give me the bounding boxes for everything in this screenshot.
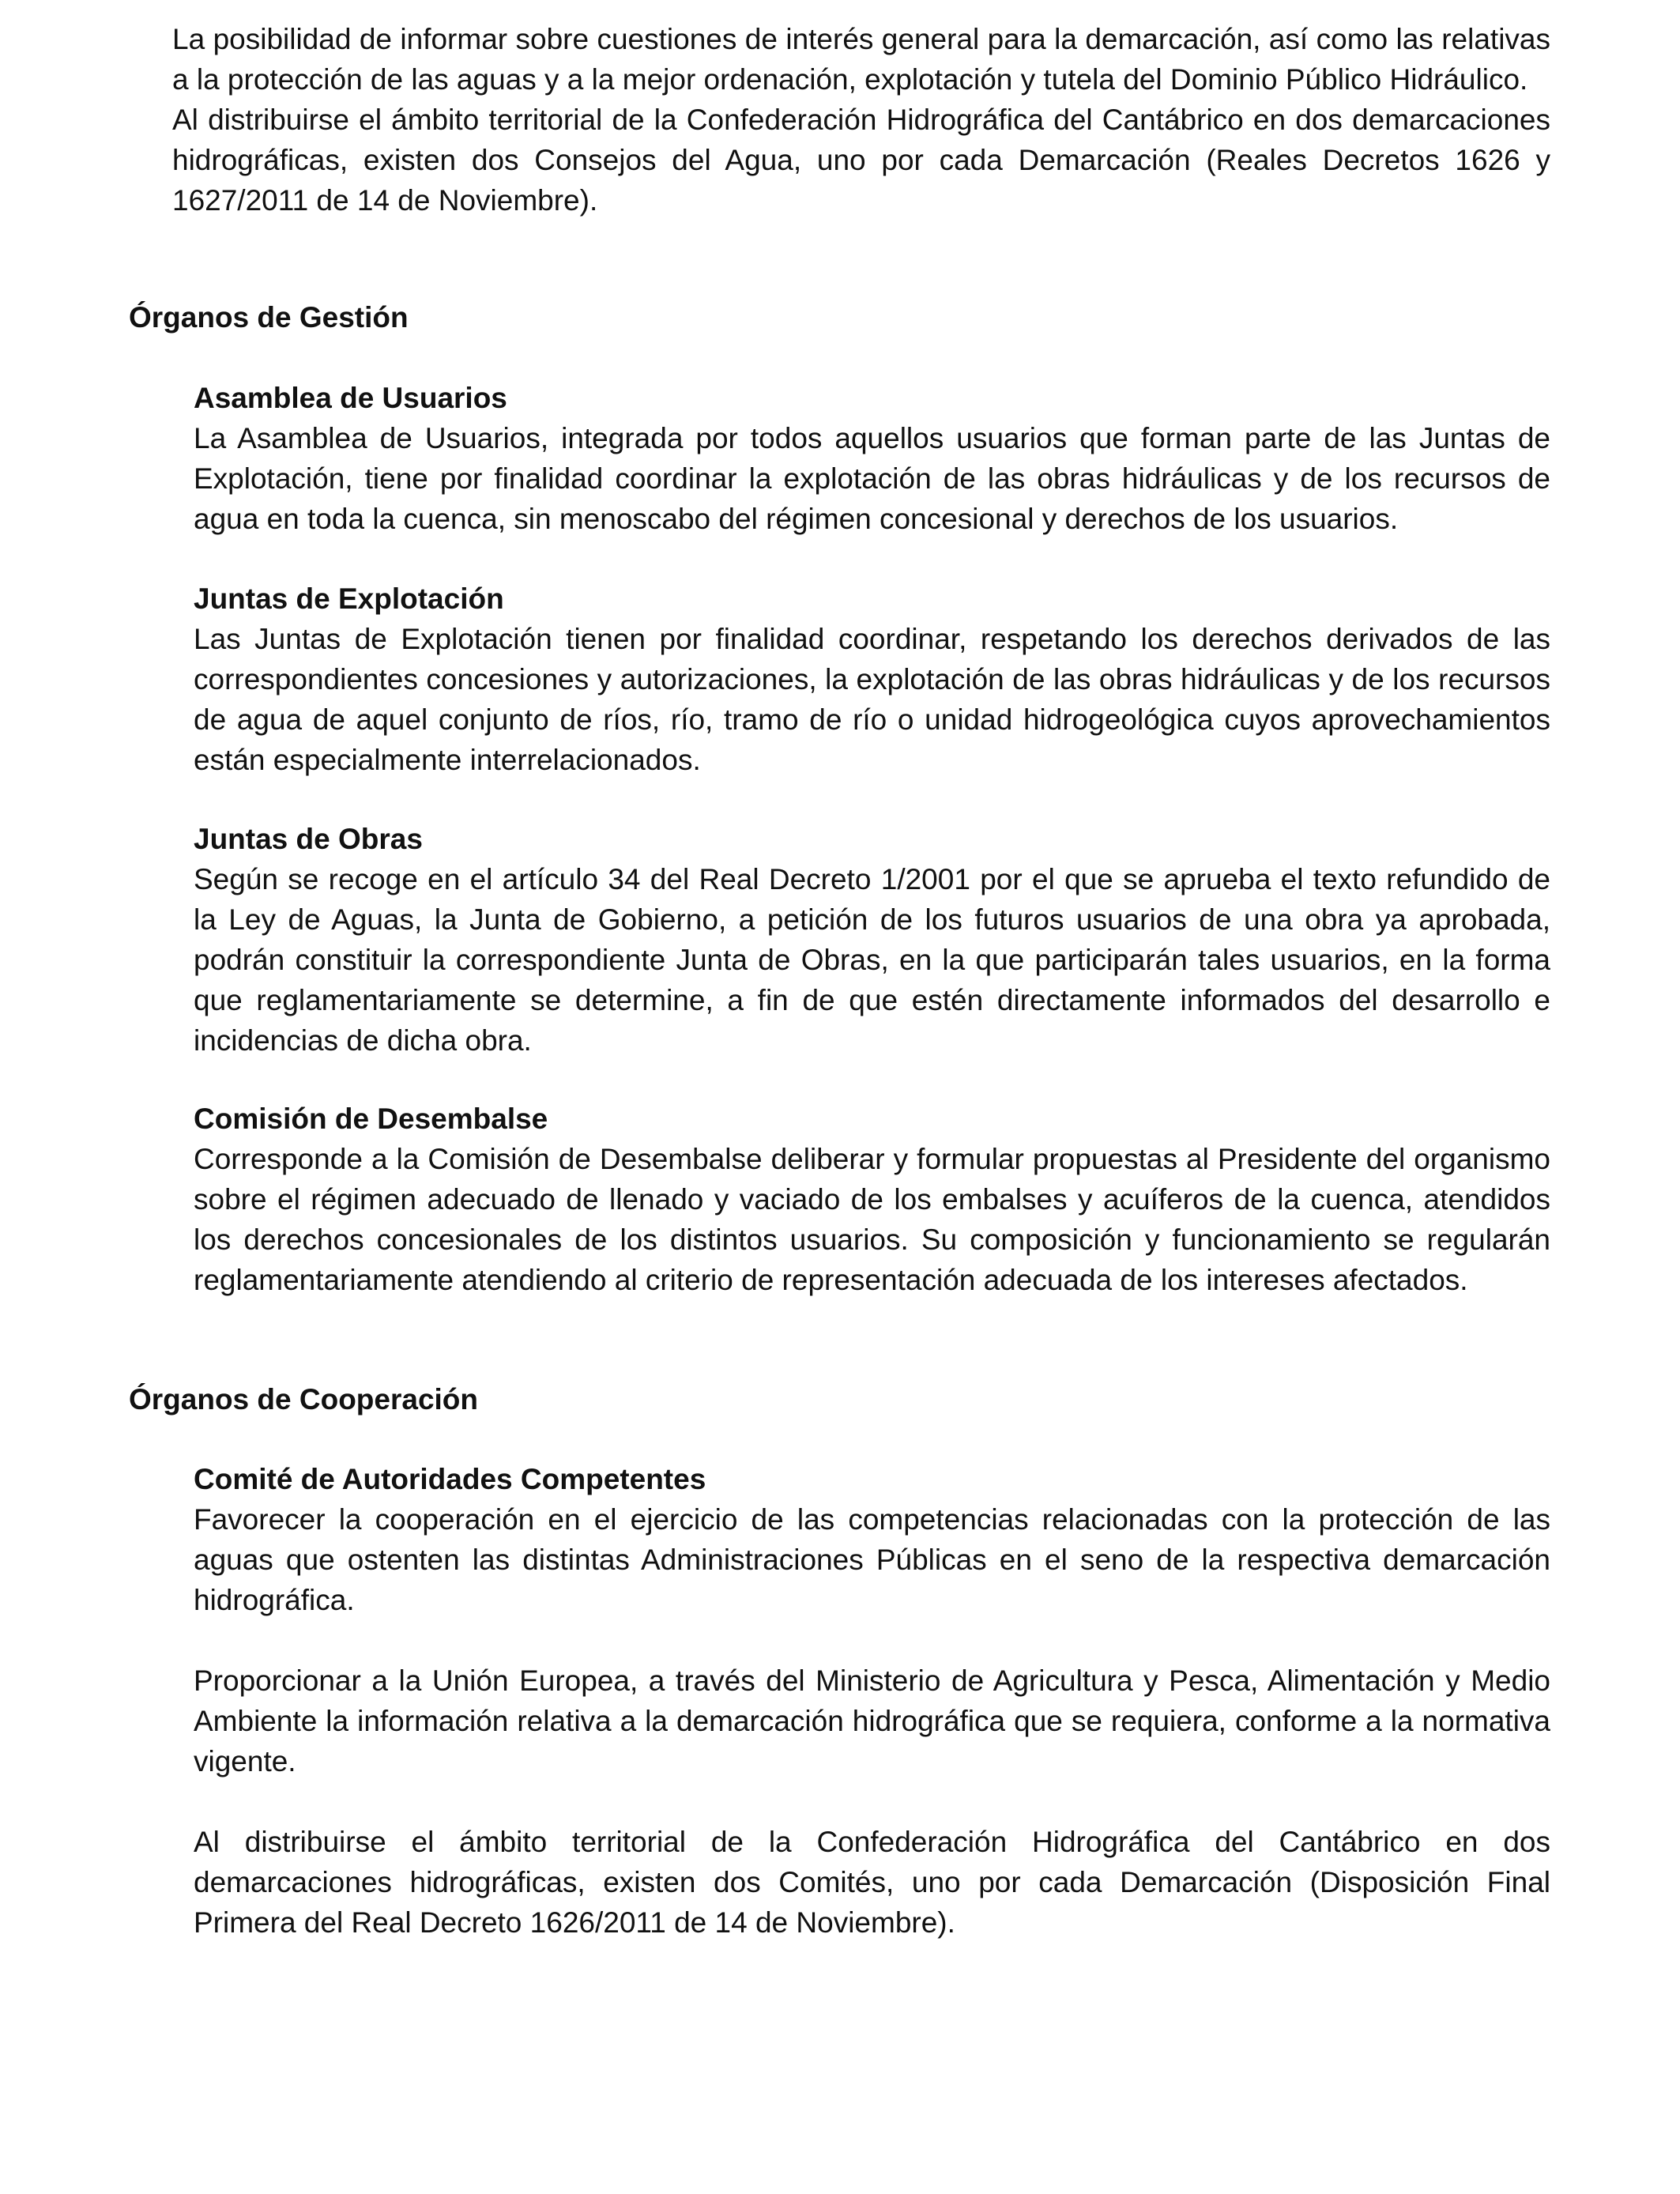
comite-autoridades-block	[194, 1459, 1550, 1943]
juntas-explotacion-text: Las Juntas de Explotación tienen por finalidad coordinar, respetando los derechos derivados de las correspondientes concesiones y autorizaciones, la explotación de las obras hidráulicas y de los recursos de agua de aquel conjunto de ríos, río, tramo de río o unidad hidrogeológica cuyos aprovechamientos están especialmente interrelacionados.	[194, 623, 1550, 776]
juntas-explotacion-block	[194, 579, 1550, 780]
cooperacion-heading: Órganos de Cooperación	[129, 1383, 479, 1416]
comision-desembalse-text: Corresponde a la Comisión de Desembalse deliberar y formular propuestas al Presidente del organismo sobre el régimen adecuado de llenado y vaciado de los embalses y acuíferos de la cuenca, atendidos los derechos concesionales de los distintos usuarios. Su composición y funcionamiento se regularán reglamentariamente atendiendo al criterio de representación adecuada de los intereses afectados.	[194, 1143, 1550, 1296]
comite-paragraph-1: Favorecer la cooperación en el ejercicio de las competencias relacionadas con la protección de las aguas que ostenten las distintas Administraciones Públicas en el seno de la respectiva demarcación hidrográfica.	[194, 1503, 1550, 1616]
juntas-obras-block	[194, 819, 1550, 1061]
asamblea-usuarios-text: La Asamblea de Usuarios, integrada por todos aquellos usuarios que forman parte de las Juntas de Explotación, tiene por finalidad coordinar la explotación de las obras hidráulicas y de los recursos de agua en toda la cuenca, sin menoscabo del régimen concesional y derechos de los usuarios.	[194, 422, 1550, 535]
comite-autoridades-title: Comité de Autoridades Competentes	[194, 1463, 706, 1495]
comision-desembalse-block	[194, 1099, 1550, 1300]
asamblea-usuarios-block	[194, 378, 1550, 539]
asamblea-usuarios-title: Asamblea de Usuarios	[194, 382, 507, 414]
paragraph-spacer	[194, 1781, 1550, 1822]
intro-paragraph-1: La posibilidad de informar sobre cuestiones de interés general para la demarcación, así como las relativas a la protección de las aguas y a la mejor ordenación, explotación y tutela del Dominio Público Hidráulico.	[172, 23, 1550, 96]
comite-paragraph-3: Al distribuirse el ámbito territorial de la Confederación Hidrográfica del Cantábrico en dos demarcaciones hidrográficas, existen dos Comités, uno por cada Demarcación (Disposición Final Primera del Real Decreto 1626/2011 de 14 de Noviembre).	[194, 1826, 1550, 1939]
intro-paragraph-2: Al distribuirse el ámbito territorial de la Confederación Hidrográfica del Cantábrico en dos demarcaciones hidrográficas, existen dos Consejos del Agua, uno por cada Demarcación (Reales Decretos 1626 y 1627/2011 de 14 de Noviembre).	[172, 104, 1550, 217]
juntas-obras-text: Según se recoge en el artículo 34 del Real Decreto 1/2001 por el que se aprueba el texto refundido de la Ley de Aguas, la Junta de Gobierno, a petición de los futuros usuarios de una obra ya aprobada, podrán constituir la correspondiente Junta de Obras, en la que participarán tales usuarios, en la forma que reglamentariamente se determine, a fin de que estén directamente informados del desarrollo e incidencias de dicha obra.	[194, 863, 1550, 1057]
gestion-heading: Órganos de Gestión	[129, 301, 409, 334]
intro-section	[172, 19, 1550, 221]
paragraph-spacer	[194, 1620, 1550, 1661]
juntas-obras-title: Juntas de Obras	[194, 823, 423, 855]
comite-paragraph-2: Proporcionar a la Unión Europea, a través del Ministerio de Agricultura y Pesca, Alimentación y Medio Ambiente la información relativa a la demarcación hidrográfica que se requiera, conforme a la normativa vigente.	[194, 1664, 1550, 1777]
juntas-explotacion-title: Juntas de Explotación	[194, 582, 504, 615]
comision-desembalse-title: Comisión de Desembalse	[194, 1103, 548, 1135]
